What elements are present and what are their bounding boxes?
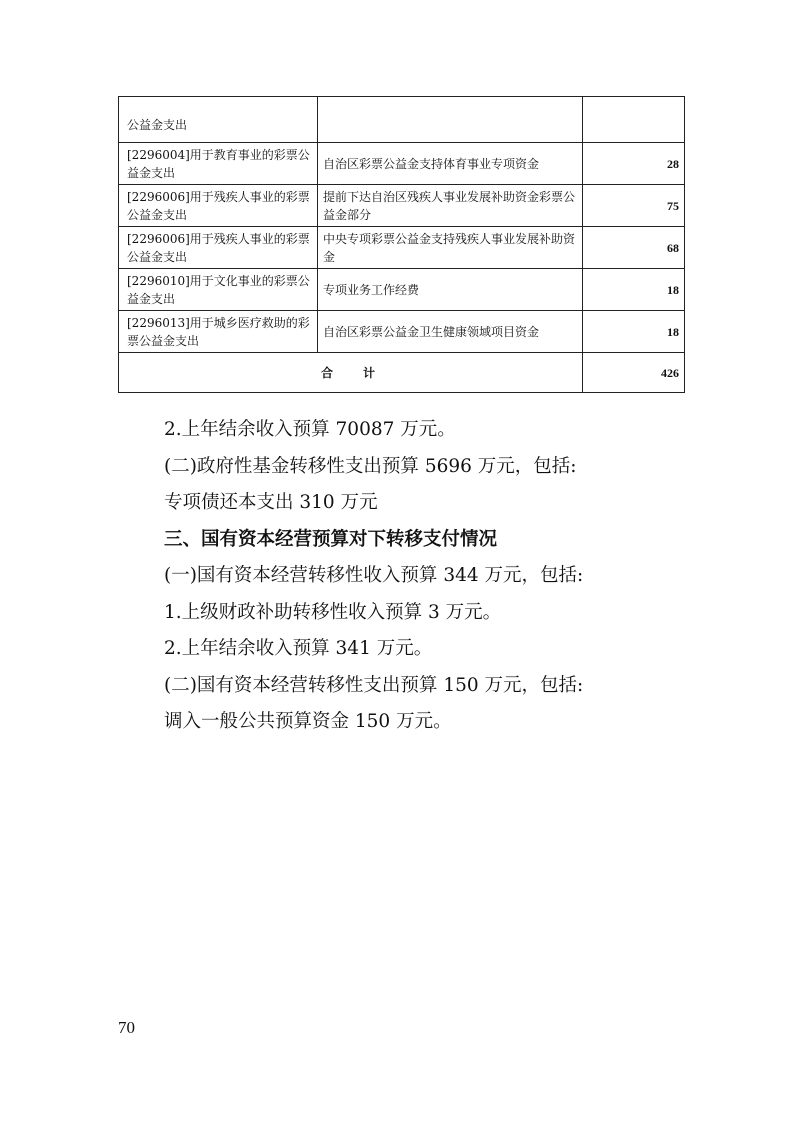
item-cell: [2296006]用于残疾人事业的彩票公益金支出 — [119, 227, 318, 269]
desc-cell — [318, 97, 583, 143]
paragraph: 2.上年结余收入预算 341 万元。 — [164, 638, 433, 659]
budget-table — [118, 96, 685, 393]
table-row — [119, 227, 685, 269]
item-cell: [2296004]用于教育事业的彩票公益金支出 — [119, 143, 318, 185]
total-amount: 426 — [583, 353, 685, 393]
paragraph: 1.上级财政补助转移性收入预算 3 万元。 — [164, 601, 502, 623]
section-heading: 三、国有资本经营预算对下转移支付情况 — [164, 528, 498, 550]
desc-cell: 专项业务工作经费 — [318, 269, 583, 311]
amount-cell: 75 — [583, 185, 685, 227]
item-cell: [2296010]用于文化事业的彩票公益金支出 — [119, 269, 318, 311]
paragraph: 专项债还本支出 310 万元 — [164, 492, 378, 513]
amount-cell — [583, 97, 685, 143]
total-label: 合计 — [119, 353, 583, 393]
table-row — [119, 311, 685, 353]
total-row — [119, 353, 685, 393]
item-cell: [2296006]用于残疾人事业的彩票公益金支出 — [119, 185, 318, 227]
item-cell: [2296013]用于城乡医疗救助的彩票公益金支出 — [119, 311, 318, 353]
table-row — [119, 97, 685, 143]
paragraph: (二)政府性基金转移性支出预算 5696 万元，包括: — [164, 455, 577, 477]
desc-cell: 自治区彩票公益金卫生健康领域项目资金 — [318, 311, 583, 353]
amount-cell: 18 — [583, 269, 685, 311]
paragraph: 调入一般公共预算资金 150 万元。 — [164, 711, 452, 732]
paragraph: (二)国有资本经营转移性支出预算 150 万元，包括: — [164, 674, 584, 696]
item-cell: 公益金支出 — [119, 97, 318, 143]
paragraph: 2.上年结余收入预算 70087 万元。 — [164, 419, 456, 440]
amount-cell: 68 — [583, 227, 685, 269]
body-text — [164, 412, 684, 741]
table-row — [119, 143, 685, 185]
table-row — [119, 269, 685, 311]
amount-cell: 18 — [583, 311, 685, 353]
table-row — [119, 185, 685, 227]
paragraph: (一)国有资本经营转移性收入预算 344 万元，包括: — [164, 565, 584, 586]
page-number: 70 — [118, 1018, 135, 1037]
desc-cell: 提前下达自治区残疾人事业发展补助资金彩票公益金部分 — [318, 185, 583, 227]
desc-cell: 自治区彩票公益金支持体育事业专项资金 — [318, 143, 583, 185]
amount-cell: 28 — [583, 143, 685, 185]
desc-cell: 中央专项彩票公益金支持残疾人事业发展补助资金 — [318, 227, 583, 269]
